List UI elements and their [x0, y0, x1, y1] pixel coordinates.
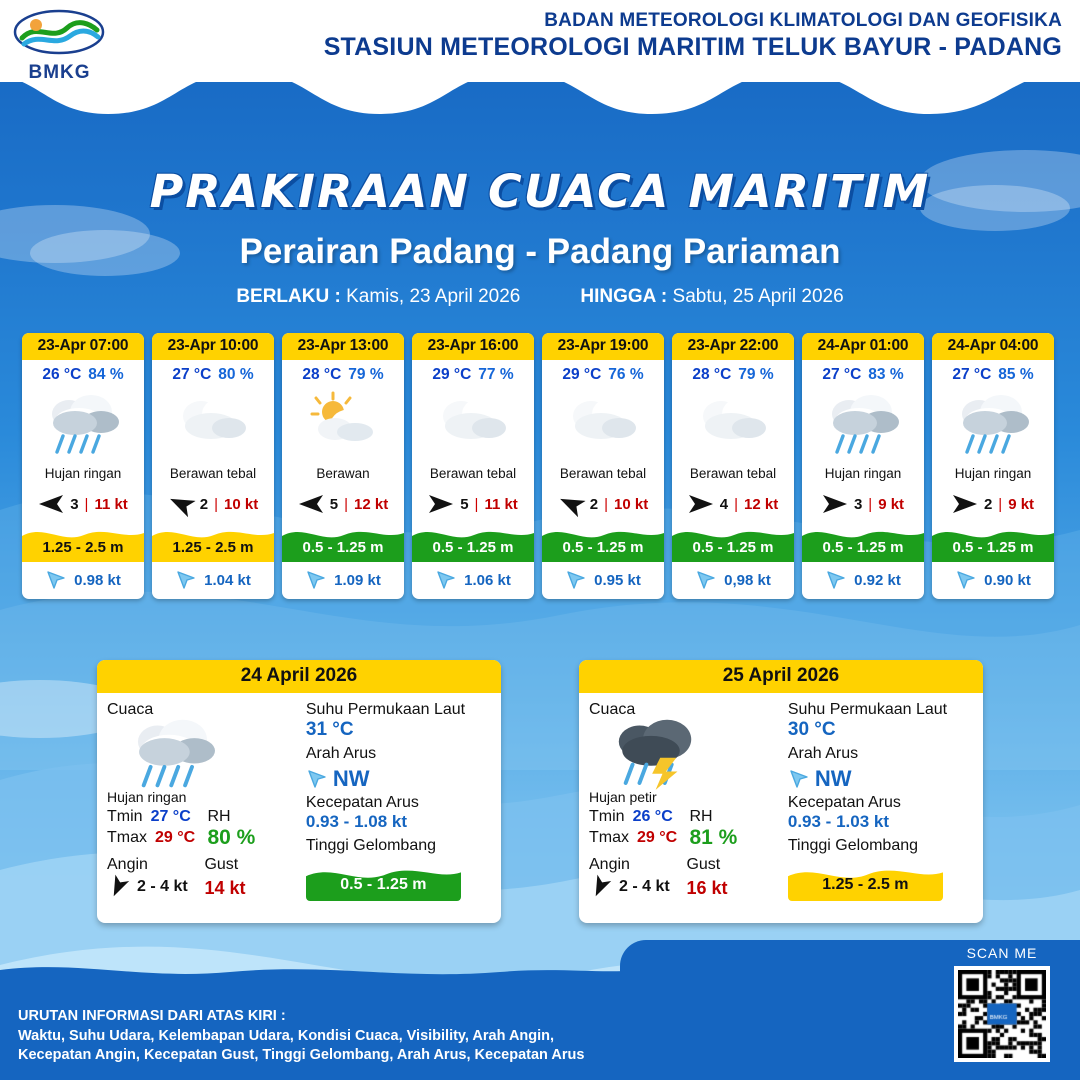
daily-condition: Hujan petir — [589, 789, 657, 805]
card-temperature: 27 °C — [822, 366, 862, 383]
current-direction-icon — [825, 569, 847, 591]
valid-from — [236, 286, 520, 308]
page-subtitle: Perairan Padang - Padang Pariaman — [239, 232, 841, 271]
card-wave-band — [152, 522, 274, 562]
daily-current-speed-label: Kecepatan Arus — [787, 794, 901, 811]
daily-tmin-label: Tmin — [589, 808, 625, 825]
hourly-forecast-list — [22, 333, 1062, 599]
daily-wave-height: 0.5 - 1.25 m — [340, 876, 427, 893]
card-sep: | — [344, 495, 349, 513]
card-condition: Berawan tebal — [559, 466, 647, 481]
daily-gust-label: Gust — [204, 856, 239, 873]
card-time: 23-Apr 22:00 — [672, 333, 794, 360]
card-wave-band — [672, 522, 794, 562]
card-current-speed: 0.98 kt — [74, 571, 121, 589]
wind-direction-icon — [428, 495, 454, 513]
card-humidity: 77 % — [478, 366, 514, 383]
card-visibility: 2 — [589, 495, 599, 513]
card-temperature: 29 °C — [432, 366, 472, 383]
bmkg-wordmark: BMKG — [28, 62, 91, 83]
card-time: 24-Apr 04:00 — [932, 333, 1054, 360]
card-temp-row — [22, 360, 144, 386]
card-wave-band — [412, 522, 534, 562]
card-sep: | — [214, 495, 219, 513]
legend-line-2: Kecepatan Angin, Kecepatan Gust, Tinggi Gelombang, Arah Arus, Kecepatan Arus — [18, 1047, 585, 1064]
card-humidity: 79 % — [348, 366, 384, 383]
card-visibility: 2 — [983, 495, 993, 513]
current-direction-icon — [695, 569, 717, 591]
card-wind-speed: 10 kt — [224, 495, 259, 513]
daily-forecast-card — [97, 660, 501, 923]
card-visibility: 3 — [70, 495, 79, 513]
cloud-icon — [429, 390, 517, 460]
card-wind-speed: 10 kt — [614, 495, 649, 513]
card-current-row — [152, 562, 274, 599]
wind-direction-icon — [555, 490, 586, 517]
card-temperature: 27 °C — [952, 366, 992, 383]
card-wind-row — [22, 487, 144, 522]
hourly-forecast-card — [412, 333, 534, 599]
daily-wind-direction-icon — [106, 874, 130, 901]
daily-forecast-card — [579, 660, 983, 923]
card-current-row — [282, 562, 404, 599]
card-weather-icon — [22, 386, 144, 464]
card-current-row — [932, 562, 1054, 599]
daily-current-dir-label: Arah Arus — [305, 745, 377, 762]
current-direction-icon — [565, 569, 587, 591]
card-weather-icon — [412, 386, 534, 464]
card-current-speed: 1.04 kt — [204, 571, 251, 589]
card-wind-row — [282, 487, 404, 522]
card-condition: Berawan tebal — [169, 466, 257, 481]
wind-direction-icon — [298, 495, 324, 513]
cloud-icon — [169, 390, 257, 460]
card-weather-icon — [282, 386, 404, 464]
daily-current-dir: NW — [332, 766, 370, 791]
card-condition: Berawan — [316, 466, 370, 481]
qr-section — [942, 945, 1062, 1062]
rain-icon — [819, 390, 907, 460]
valid-to-value: Sabtu, 25 April 2026 — [672, 286, 844, 307]
card-sep: | — [998, 495, 1003, 513]
daily-date: 25 April 2026 — [579, 660, 983, 693]
card-current-speed: 0.92 kt — [854, 571, 901, 589]
wind-direction-icon — [822, 495, 848, 513]
daily-current-dir-label: Arah Arus — [787, 745, 859, 762]
card-current-speed: 0.95 kt — [594, 571, 641, 589]
validity-row — [0, 286, 1080, 308]
footer-band-wave — [0, 960, 640, 984]
card-wind-row — [802, 487, 924, 522]
card-wave-band — [282, 522, 404, 562]
daily-wind-label: Angin — [107, 856, 148, 873]
card-wave-height: 0.5 - 1.25 m — [302, 539, 384, 556]
current-direction-icon — [788, 768, 810, 790]
current-direction-icon — [305, 569, 327, 591]
valid-from-value: Kamis, 23 April 2026 — [346, 286, 521, 307]
bmkg-logo — [12, 8, 107, 83]
wind-direction-icon — [38, 495, 64, 513]
card-temperature: 29 °C — [562, 366, 602, 383]
daily-rh-label: RH — [207, 808, 231, 825]
daily-rh-label: RH — [689, 808, 713, 825]
card-humidity: 76 % — [608, 366, 644, 383]
card-wave-band — [802, 522, 924, 562]
daily-wave-box — [306, 859, 461, 901]
card-temp-row — [152, 360, 274, 386]
card-weather-icon — [802, 386, 924, 464]
legend-note — [18, 1007, 638, 1066]
legend-title: URUTAN INFORMASI DARI ATAS KIRI : — [18, 1008, 286, 1025]
card-temp-row — [932, 360, 1054, 386]
card-visibility: 4 — [719, 495, 729, 513]
card-current-row — [542, 562, 664, 599]
daily-weather-icon — [589, 719, 784, 789]
daily-sst-label: Suhu Permukaan Laut — [305, 701, 466, 718]
daily-wind-direction-icon — [588, 874, 612, 901]
card-time: 24-Apr 01:00 — [802, 333, 924, 360]
card-sep: | — [734, 495, 739, 513]
card-condition: Hujan ringan — [824, 466, 902, 481]
card-wind-row — [412, 487, 534, 522]
card-temp-row — [282, 360, 404, 386]
card-wind-row — [542, 487, 664, 522]
daily-sst: 30 °C — [787, 719, 836, 740]
card-wave-height: 1.25 - 2.5 m — [172, 539, 254, 556]
hourly-forecast-card — [152, 333, 274, 599]
station-name: STASIUN METEOROLOGI MARITIM TELUK BAYUR - PADANG — [323, 33, 1062, 61]
page-header — [0, 0, 1080, 82]
wind-direction-icon — [952, 495, 978, 513]
thunder-icon — [605, 714, 706, 795]
scan-me-label: SCAN ME — [966, 945, 1038, 961]
daily-current-speed: 0.93 - 1.03 kt — [787, 812, 889, 831]
card-wind-row — [672, 487, 794, 522]
daily-wind-speed: 2 - 4 kt — [137, 878, 188, 895]
card-time: 23-Apr 10:00 — [152, 333, 274, 360]
rain-icon — [123, 714, 224, 795]
card-sep: | — [604, 495, 609, 513]
current-direction-icon — [435, 569, 457, 591]
card-weather-icon — [542, 386, 664, 464]
card-wave-height: 0.5 - 1.25 m — [692, 539, 774, 556]
daily-sst: 31 °C — [305, 719, 354, 740]
card-wind-row — [932, 487, 1054, 522]
daily-tmax-label: Tmax — [589, 829, 629, 846]
daily-weather-label: Cuaca — [107, 701, 154, 718]
wind-direction-icon — [165, 490, 196, 517]
daily-current-speed: 0.93 - 1.08 kt — [305, 812, 407, 831]
card-visibility: 5 — [460, 495, 469, 513]
hourly-forecast-card — [542, 333, 664, 599]
card-condition: Berawan tebal — [429, 466, 517, 481]
current-direction-icon — [955, 569, 977, 591]
card-current-row — [22, 562, 144, 599]
daily-tmax-label: Tmax — [107, 829, 147, 846]
card-condition: Hujan ringan — [44, 466, 122, 481]
card-sep: | — [868, 495, 873, 513]
card-temp-row — [542, 360, 664, 386]
daily-gust: 14 kt — [204, 878, 246, 898]
valid-to — [580, 286, 843, 308]
page-title: PRAKIRAAN CUACA MARITIM — [149, 165, 931, 218]
current-direction-icon — [45, 569, 67, 591]
qr-code[interactable] — [954, 966, 1050, 1062]
daily-wind-label: Angin — [589, 856, 630, 873]
daily-tmin: 27 °C — [150, 808, 191, 825]
bmkg-emblem-icon — [12, 8, 107, 56]
card-wind-speed: 12 kt — [744, 495, 779, 513]
card-current-speed: 0.90 kt — [984, 571, 1031, 589]
card-humidity: 84 % — [88, 366, 124, 383]
card-temperature: 28 °C — [692, 366, 732, 383]
card-temperature: 27 °C — [172, 366, 212, 383]
card-weather-icon — [672, 386, 794, 464]
daily-current-dir: NW — [814, 766, 852, 791]
card-time: 23-Apr 13:00 — [282, 333, 404, 360]
card-weather-icon — [932, 386, 1054, 464]
card-wave-height: 0.5 - 1.25 m — [562, 539, 644, 556]
valid-to-label: HINGGA : — [580, 286, 668, 307]
daily-date: 24 April 2026 — [97, 660, 501, 693]
card-wind-speed: 12 kt — [354, 495, 389, 513]
card-current-row — [672, 562, 794, 599]
daily-tmin: 26 °C — [632, 808, 673, 825]
card-wind-row — [152, 487, 274, 522]
card-wave-band — [932, 522, 1054, 562]
card-time: 23-Apr 16:00 — [412, 333, 534, 360]
card-wave-band — [542, 522, 664, 562]
card-temp-row — [802, 360, 924, 386]
card-temperature: 26 °C — [42, 366, 82, 383]
card-temperature: 28 °C — [302, 366, 342, 383]
card-wave-height: 0.5 - 1.25 m — [952, 539, 1034, 556]
card-humidity: 85 % — [998, 366, 1034, 383]
daily-weather-label: Cuaca — [589, 701, 636, 718]
card-sep: | — [84, 495, 89, 513]
card-wave-height: 1.25 - 2.5 m — [42, 539, 124, 556]
daily-rh: 80 % — [207, 826, 256, 849]
agency-name: BADAN METEOROLOGI KLIMATOLOGI DAN GEOFISIKA — [544, 10, 1062, 31]
hourly-forecast-card — [932, 333, 1054, 599]
daily-gust: 16 kt — [686, 878, 728, 898]
card-visibility: 2 — [199, 495, 209, 513]
daily-gust-label: Gust — [686, 856, 721, 873]
valid-from-label: BERLAKU : — [236, 286, 341, 307]
card-temp-row — [412, 360, 534, 386]
card-weather-icon — [152, 386, 274, 464]
current-direction-icon — [175, 569, 197, 591]
card-current-speed: 1.06 kt — [464, 571, 511, 589]
daily-tmax: 29 °C — [637, 829, 678, 846]
card-condition: Berawan tebal — [689, 466, 777, 481]
daily-forecast-list — [0, 660, 1080, 923]
rain-icon — [949, 390, 1037, 460]
card-time: 23-Apr 07:00 — [22, 333, 144, 360]
legend-line-1: Waktu, Suhu Udara, Kelembapan Udara, Kondisi Cuaca, Visibility, Arah Angin, — [18, 1027, 555, 1044]
card-wind-speed: 9 kt — [878, 495, 905, 513]
card-wave-band — [22, 522, 144, 562]
card-time: 23-Apr 19:00 — [542, 333, 664, 360]
card-humidity: 80 % — [218, 366, 254, 383]
card-visibility: 3 — [853, 495, 863, 513]
hourly-forecast-card — [22, 333, 144, 599]
card-wind-speed: 9 kt — [1008, 495, 1035, 513]
hourly-forecast-card — [672, 333, 794, 599]
card-wave-height: 0.5 - 1.25 m — [822, 539, 904, 556]
card-humidity: 79 % — [738, 366, 774, 383]
cloud-icon — [689, 390, 777, 460]
daily-tmin-label: Tmin — [107, 808, 143, 825]
rain-icon — [39, 390, 127, 460]
card-current-speed: 0,98 kt — [724, 571, 771, 589]
current-direction-icon — [306, 768, 328, 790]
cloud-icon — [559, 390, 647, 460]
card-humidity: 83 % — [868, 366, 904, 383]
card-wind-speed: 11 kt — [484, 495, 518, 513]
card-current-row — [802, 562, 924, 599]
daily-wave-label: Tinggi Gelombang — [787, 837, 919, 854]
daily-sst-label: Suhu Permukaan Laut — [787, 701, 948, 718]
daily-condition: Hujan ringan — [107, 789, 187, 805]
card-wave-height: 0.5 - 1.25 m — [432, 539, 514, 556]
daily-wave-label: Tinggi Gelombang — [305, 837, 437, 854]
daily-wave-height: 1.25 - 2.5 m — [822, 876, 909, 893]
hourly-forecast-card — [282, 333, 404, 599]
hourly-forecast-card — [802, 333, 924, 599]
daily-wind-speed: 2 - 4 kt — [619, 878, 670, 895]
card-visibility: 5 — [329, 495, 339, 513]
card-sep: | — [474, 495, 479, 513]
daily-wave-box — [788, 859, 943, 901]
wind-direction-icon — [688, 495, 714, 513]
daily-weather-icon — [107, 719, 302, 789]
card-current-row — [412, 562, 534, 599]
sun-cloud-icon — [299, 390, 387, 460]
card-temp-row — [672, 360, 794, 386]
daily-rh: 81 % — [689, 826, 738, 849]
card-condition: Hujan ringan — [954, 466, 1032, 481]
card-current-speed: 1.09 kt — [334, 571, 381, 589]
card-wind-speed: 11 kt — [94, 495, 128, 513]
daily-current-speed-label: Kecepatan Arus — [305, 794, 419, 811]
daily-tmax: 29 °C — [155, 829, 196, 846]
